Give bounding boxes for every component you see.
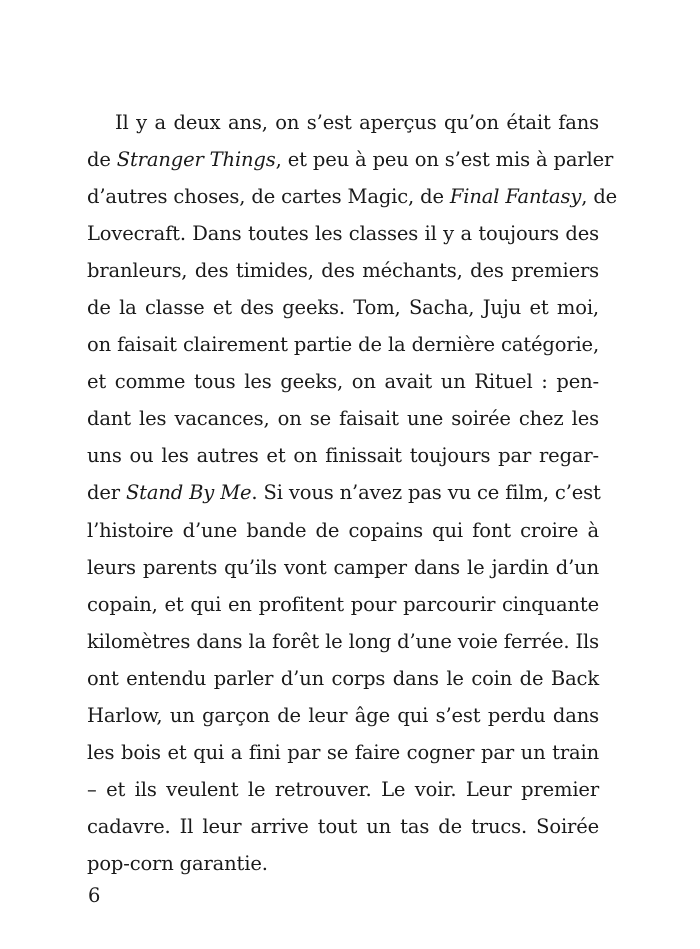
text-line (87, 215, 599, 252)
italic-title: Stranger Things (116, 148, 276, 172)
page-number: 6 (88, 884, 101, 907)
text-segment: cadavre. Il leur arrive tout un tas de trucs. Soirée (87, 814, 599, 838)
text-line (87, 178, 618, 215)
text-line (87, 474, 599, 511)
text-segment: copain, et qui en profitent pour parcourir cinquante (87, 592, 599, 616)
text-segment: der (87, 481, 126, 505)
text-segment: ont entendu parler d’un corps dans le coin de Back (87, 666, 599, 690)
text-line (87, 141, 614, 178)
text-line (87, 437, 599, 474)
text-line (87, 808, 599, 845)
text-line (87, 326, 599, 363)
text-segment: Lovecraft. Dans toutes les classes il y a toujours des (87, 222, 599, 246)
text-line (87, 512, 599, 549)
text-line (87, 252, 599, 289)
text-line (87, 660, 599, 697)
text-segment: on faisait clairement partie de la dernière catégorie, (87, 333, 599, 357)
text-line (87, 845, 599, 882)
text-line (87, 104, 599, 141)
text-line (87, 549, 599, 586)
text-segment: Il y a deux ans, on s’est aperçus qu’on était fans (115, 111, 599, 134)
text-segment: l’histoire d’une bande de copains qui font croire à (87, 518, 599, 542)
text-segment: , de (581, 185, 618, 209)
text-line (87, 623, 599, 660)
text-segment: , et peu à peu on s’est mis à parler (275, 148, 614, 172)
text-segment: les bois et qui a fini par se faire cogner par un train (87, 740, 599, 764)
text-segment: kilomètres dans la forêt le long d’une voie ferrée. Ils (87, 629, 599, 653)
text-line (87, 586, 599, 623)
text-segment: uns ou les autres et on finissait toujours par regar- (87, 444, 599, 468)
text-line (87, 363, 599, 400)
text-segment: dant les vacances, on se faisait une soirée chez les (87, 407, 599, 431)
text-segment: de (87, 148, 117, 172)
text-segment: de la classe et des geeks. Tom, Sacha, Juju et moi, (87, 296, 599, 320)
text-segment: pop-corn garantie. (87, 851, 268, 875)
text-segment: d’autres choses, de cartes Magic, de (87, 185, 450, 209)
italic-title: Final Fantasy (449, 185, 582, 209)
text-line (87, 771, 599, 808)
text-segment: branleurs, des timides, des méchants, des premiers (87, 259, 599, 283)
italic-title: Stand By Me (125, 481, 252, 505)
text-line (87, 289, 599, 326)
text-segment: – et ils veulent le retrouver. Le voir. Leur premier (87, 777, 599, 801)
text-segment: leurs parents qu’ils vont camper dans le jardin d’un (87, 555, 599, 579)
text-segment: Harlow, un garçon de leur âge qui s’est perdu dans (87, 703, 599, 727)
text-line (87, 400, 599, 437)
text-segment: et comme tous les geeks, on avait un Rituel : pen- (87, 370, 599, 394)
text-line (87, 697, 599, 734)
text-line (87, 734, 599, 771)
text-segment: . Si vous n’avez pas vu ce film, c’est (251, 481, 601, 505)
body-paragraph (87, 104, 618, 882)
